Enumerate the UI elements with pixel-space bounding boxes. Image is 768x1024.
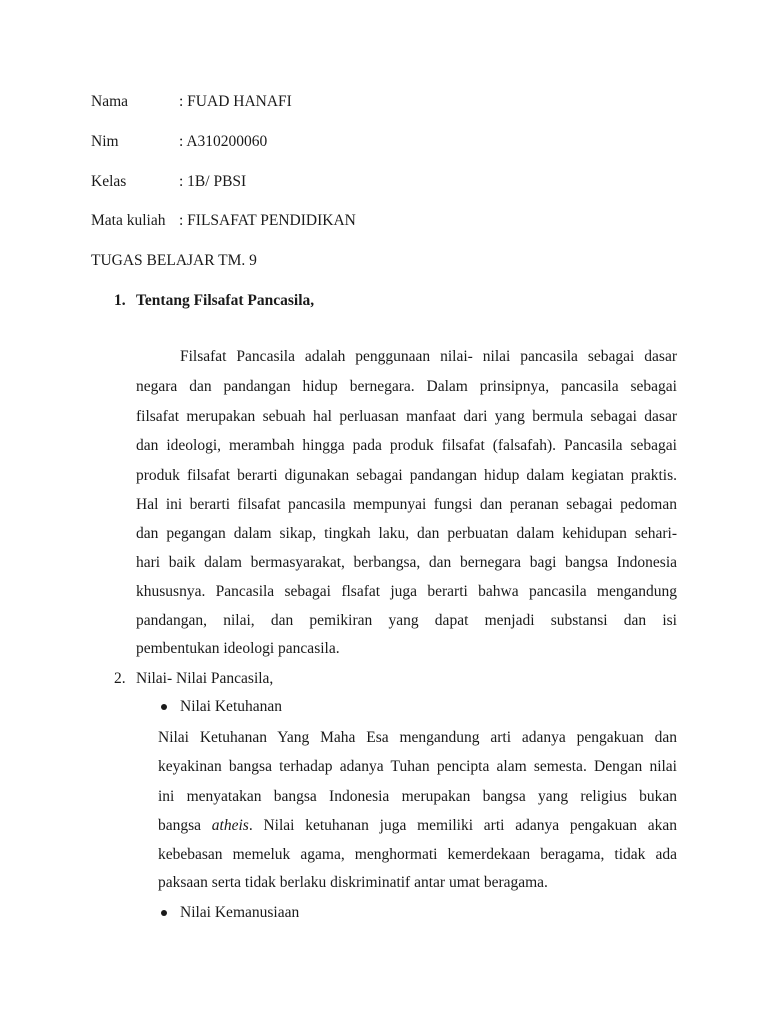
section-1-number: 1. bbox=[114, 292, 126, 309]
nim-label: Nim bbox=[91, 133, 119, 150]
paragraph-line: negara dan pandangan hidup bernegara. Dalam prinsipnya, pancasila sebagai bbox=[136, 378, 677, 395]
paragraph-line: pandangan, nilai, dan pemikiran yang dapat menjadi substansi dan isi bbox=[136, 612, 677, 629]
kelas-value: : 1B/ PBSI bbox=[179, 173, 247, 190]
paragraph-line: paksaan serta tidak berlaku diskriminatif antar umat beragama. bbox=[158, 874, 548, 891]
paragraph-line: Nilai Ketuhanan Yang Maha Esa mengandung arti adanya pengakuan dan bbox=[158, 729, 677, 746]
bullet-icon bbox=[161, 910, 167, 916]
paragraph-line-atheis bbox=[158, 817, 677, 835]
paragraph-line: kebebasan memeluk agama, menghormati kemerdekaan beragama, tidak ada bbox=[158, 846, 677, 863]
section-2-title: Nilai- Nilai Pancasila, bbox=[136, 670, 274, 687]
paragraph-line: hari baik dalam bermasyarakat, berbangsa, dan bernegara bagi bangsa Indonesia bbox=[136, 554, 677, 571]
section-2-number: 2. bbox=[114, 670, 126, 687]
nama-value: : FUAD HANAFI bbox=[179, 93, 292, 110]
nama-label: Nama bbox=[91, 93, 129, 110]
bullet-kemanusiaan: Nilai Kemanusiaan bbox=[180, 904, 300, 921]
atheis-word: atheis bbox=[211, 817, 249, 834]
paragraph-line: pembentukan ideologi pancasila. bbox=[136, 640, 340, 657]
line-prefix: bangsa bbox=[158, 817, 212, 834]
line-suffix: . Nilai ketuhanan juga memiliki arti adanya pengakuan akan bbox=[248, 817, 677, 834]
paragraph-line: filsafat merupakan sebuah hal perluasan manfaat dari yang bermula sebagai dasar bbox=[136, 408, 677, 425]
paragraph-line: produk filsafat berarti digunakan sebagai pandangan hidup dalam kegiatan praktis. bbox=[136, 467, 677, 484]
paragraph-line: Hal ini berarti filsafat pancasila mempunyai fungsi dan peranan sebagai pedoman bbox=[136, 496, 677, 513]
paragraph-line: dan ideologi, merambah hingga pada produk filsafat (falsafah). Pancasila sebagai bbox=[136, 437, 677, 454]
paragraph-line: khususnya. Pancasila sebagai flsafat juga berarti bahwa pancasila mengandung bbox=[136, 583, 677, 600]
section-1-title: Tentang Filsafat Pancasila, bbox=[136, 292, 315, 309]
nim-value: : A310200060 bbox=[179, 133, 268, 150]
bullet-icon bbox=[161, 704, 167, 710]
paragraph-line: Filsafat Pancasila adalah penggunaan nilai- nilai pancasila sebagai dasar bbox=[180, 348, 677, 365]
assignment-title: TUGAS BELAJAR TM. 9 bbox=[91, 252, 257, 269]
matkul-label: Mata kuliah bbox=[91, 212, 166, 229]
paragraph-line: ini menyatakan bangsa Indonesia merupakan bangsa yang religius bukan bbox=[158, 788, 677, 805]
paragraph-line: dan pegangan dalam sikap, tingkah laku, dan perbuatan dalam kehidupan sehari- bbox=[136, 525, 677, 542]
paragraph-line: keyakinan bangsa terhadap adanya Tuhan pencipta alam semesta. Dengan nilai bbox=[158, 758, 677, 775]
bullet-ketuhanan: Nilai Ketuhanan bbox=[180, 698, 283, 715]
matkul-value: : FILSAFAT PENDIDIKAN bbox=[179, 212, 356, 229]
kelas-label: Kelas bbox=[91, 173, 127, 190]
